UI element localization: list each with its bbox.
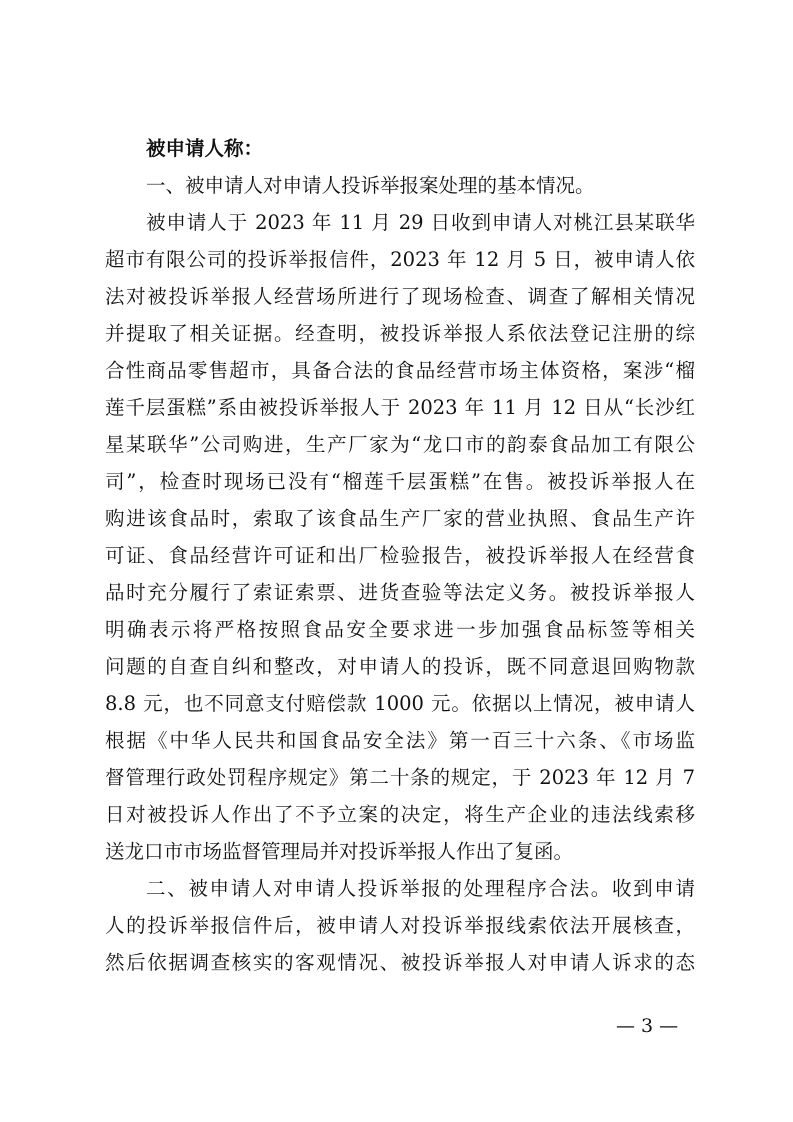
section-one-title: 一、被申请人对申请人投诉举报案处理的基本情况。 <box>146 174 595 197</box>
section-two-line: 然后依据调查核实的客观情况、被投诉举报人对申请人诉求的态 <box>105 951 695 974</box>
document-body <box>105 130 695 981</box>
paragraph-line: 星某联华”公司购进，生产厂家为“龙口市的韵泰食品加工有限公 <box>105 433 695 456</box>
paragraph-line: 超市有限公司的投诉举报信件，2023 年 12 月 5 日，被申请人依 <box>105 248 695 271</box>
paragraph-line: 被申请人于 2023 年 11 月 29 日收到申请人对桃江县某联华 <box>146 211 695 234</box>
respondent-heading: 被申请人称： <box>146 137 264 160</box>
paragraph-line: 根据《中华人民共和国食品安全法》第一百三十六条、《市场监 <box>105 729 695 752</box>
section-two-line: 二、被申请人对申请人投诉举报的处理程序合法。收到申请 <box>146 877 695 900</box>
paragraph-line: 8.8 元，也不同意支付赔偿款 1000 元。依据以上情况，被申请人 <box>105 692 695 715</box>
paragraph-line: 莲千层蛋糕”系由被投诉举报人于 2023 年 11 月 12 日从“长沙红 <box>105 396 695 419</box>
paragraph-line: 可证、食品经营许可证和出厂检验报告，被投诉举报人在经营食 <box>105 544 695 567</box>
paragraph-line: 问题的自查自纠和整改，对申请人的投诉，既不同意退回购物款 <box>105 655 695 678</box>
paragraph-line: 品时充分履行了索证索票、进货查验等法定义务。被投诉举报人 <box>105 581 695 604</box>
paragraph-line: 购进该食品时，索取了该食品生产厂家的营业执照、食品生产许 <box>105 507 695 530</box>
paragraph-line: 督管理行政处罚程序规定》第二十条的规定，于 2023 年 12 月 7 <box>105 766 695 789</box>
page-number: — 3 — <box>616 1015 679 1037</box>
paragraph-line: 明确表示将严格按照食品安全要求进一步加强食品标签等相关 <box>105 618 695 641</box>
paragraph-line: 法对被投诉举报人经营场所进行了现场检查、调查了解相关情况 <box>105 285 695 308</box>
paragraph-line: 司”，检查时现场已没有“榴莲千层蛋糕”在售。被投诉举报人在 <box>105 470 695 493</box>
paragraph-line: 送龙口市市场监督管理局并对投诉举报人作出了复函。 <box>105 840 574 863</box>
paragraph-line: 日对被投诉人作出了不予立案的决定，将生产企业的违法线索移 <box>105 803 695 826</box>
paragraph-line: 并提取了相关证据。经查明，被投诉举报人系依法登记注册的综 <box>105 322 695 345</box>
section-two-line: 人的投诉举报信件后，被申请人对投诉举报线索依法开展核查， <box>105 914 695 937</box>
paragraph-line: 合性商品零售超市，具备合法的食品经营市场主体资格，案涉“榴 <box>105 359 695 382</box>
